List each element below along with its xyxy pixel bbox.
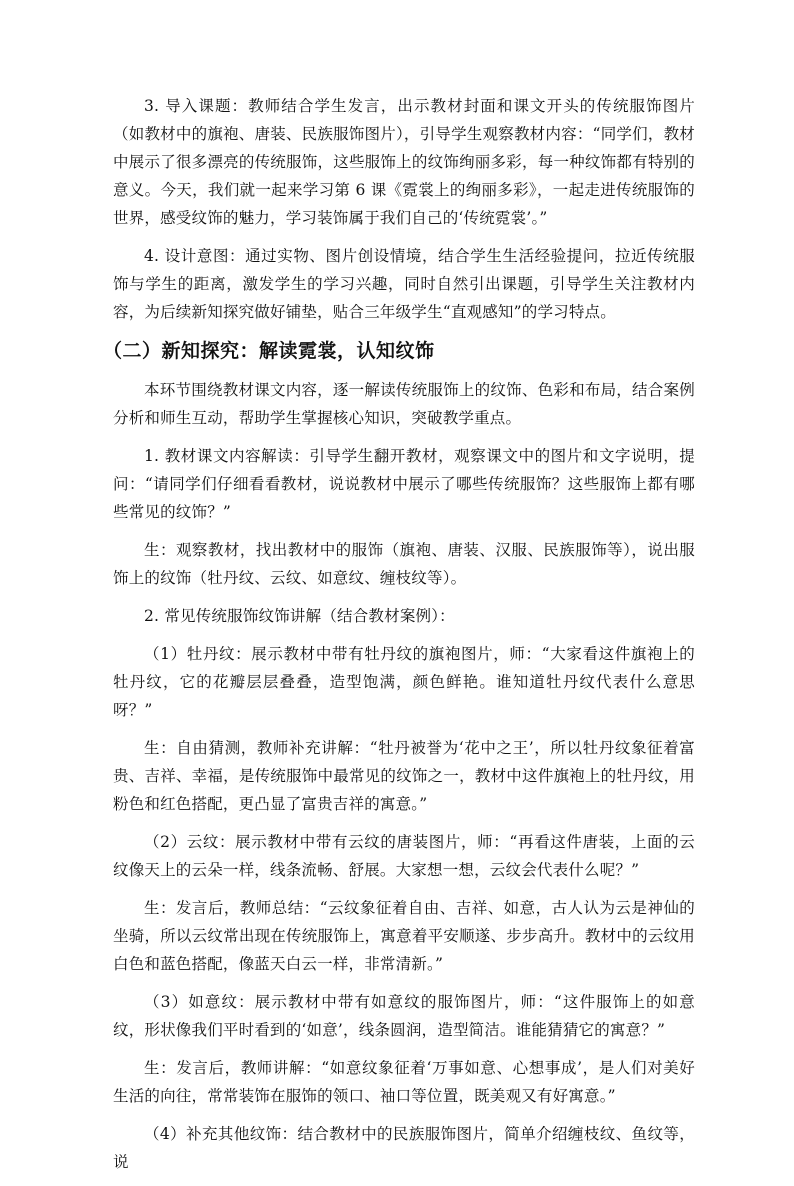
paragraph-section-overview: 本环节围绕教材课文内容，逐一解读传统服饰上的纹饰、色彩和布局，结合案例分析和师生互动，帮助学生掌握核心知识，突破教学重点。 — [113, 381, 695, 427]
paragraph-pattern-explain-title: 2. 常见传统服饰纹饰讲解（结合教材案例）： — [144, 607, 455, 625]
paragraph-textbook-reading: 1. 教材课文内容解读：引导学生翻开教材，观察课文中的图片和文字说明，提问：“请同学们仔细看看教材，说说教材中展示了哪些传统服饰？这些服饰上都有哪些常见的纹饰？” — [113, 447, 695, 521]
paragraph-peony-pattern: （1）牡丹纹：展示教材中带有牡丹纹的旗袍图片，师：“大家看这件旗袍上的牡丹纹，它的花瓣层层叠叠，造型饱满，颜色鲜艳。谁知道牡丹纹代表什么意思呀？” — [113, 645, 695, 719]
paragraph-cloud-answer: 生：发言后，教师总结：“云纹象征着自由、吉祥、如意，古人认为云是神仙的坐骑，所以云纹常出现在传统服饰上，寓意着平安顺遂、步步高升。教材中的云纹用白色和蓝色搭配，像蓝天白云一样，非常清新。” — [113, 899, 695, 973]
paragraph-cloud-pattern: （2）云纹：展示教材中带有云纹的唐装图片，师：“再看这件唐装，上面的云纹像天上的云朵一样，线条流畅、舒展。大家想一想，云纹会代表什么呢？” — [113, 833, 695, 879]
paragraph-peony-answer: 生：自由猜测，教师补充讲解：“牡丹被誉为‘花中之王’，所以牡丹纹象征着富贵、吉祥、幸福，是传统服饰中最常见的纹饰之一，教材中这件旗袍上的牡丹纹，用粉色和红色搭配，更凸显了富贵吉祥的寓意。” — [113, 739, 695, 813]
paragraph-ruyi-pattern: （3）如意纹：展示教材中带有如意纹的服饰图片，师：“这件服饰上的如意纹，形状像我们平时看到的‘如意’，线条圆润，造型简洁。谁能猜猜它的寓意？” — [113, 993, 695, 1039]
section-heading: （二）新知探究：解读霓裳，认知纹饰 — [103, 340, 435, 362]
document-body — [103, 92, 695, 1186]
paragraph-intro-topic: 3. 导入课题：教师结合学生发言，出示教材封面和课文开头的传统服饰图片（如教材中的旗袍、唐装、民族服饰图片），引导学生观察教材内容：“同学们，教材中展示了很多漂亮的传统服饰，这些服饰上的纹饰绚丽多彩，每一种纹饰都有特别的意义。今天，我们就一起来学习第 6 课《霓裳上的绚丽多彩》，一起走进传统服饰的世界，感受纹饰的魅力，学习装饰属于我们自己的‘传统霓裳’。” — [113, 97, 695, 227]
paragraph-student-observe: 生：观察教材，找出教材中的服饰（旗袍、唐装、汉服、民族服饰等），说出服饰上的纹饰（牡丹纹、云纹、如意纹、缠枝纹等）。 — [113, 541, 695, 587]
paragraph-other-patterns: （4）补充其他纹饰：结合教材中的民族服饰图片，简单介绍缠枝纹、鱼纹等，说 — [113, 1125, 695, 1171]
paragraph-design-intent: 4. 设计意图：通过实物、图片创设情境，结合学生生活经验提问，拉近传统服饰与学生的距离，激发学生的学习兴趣，同时自然引出课题，引导学生关注教材内容，为后续新知探究做好铺垫，贴合三年级学生“直观感知”的学习特点。 — [113, 247, 695, 321]
paragraph-ruyi-answer: 生：发言后，教师讲解：“如意纹象征着‘万事如意、心想事成’，是人们对美好生活的向往，常常装饰在服饰的领口、袖口等位置，既美观又有好寓意。” — [113, 1059, 695, 1105]
